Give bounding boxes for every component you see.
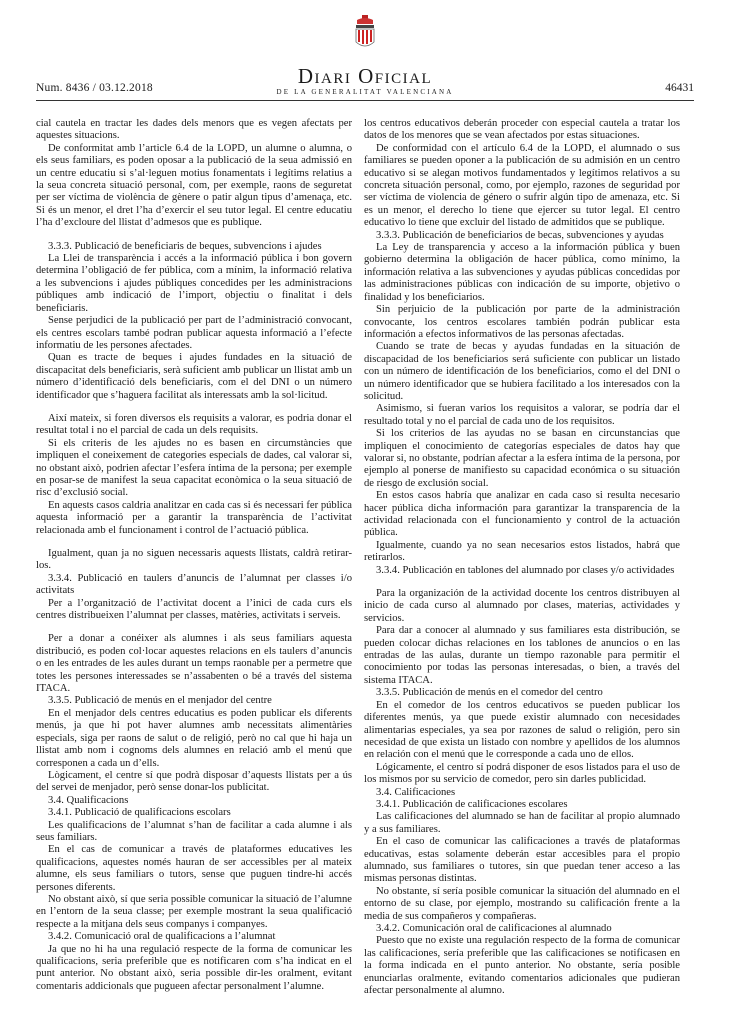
paragraph: De conformitat amb l’article 6.4 de la LOPD, un alumne o alumna, o els seus familiars, es poden oposar a la publicació de la seua admissió en un centre educatiu si s’al·leguen motius fonamentats i legítims relatius a la seua concreta situació personal, com, per exemple, raons de seguretat per ser víctima de violència de gènere o patir algun tipus d’amenaça, etc. Si és un menor, el dret l’ha d’exercir el seu tutor legal. El centre educatiu l’ha d’excloure del llistat d’admesos que es publique.: [36, 142, 352, 229]
publication-title: Diari Oficial: [297, 64, 433, 88]
page-number: 46431: [665, 82, 694, 94]
paragraph: De conformidad con el artículo 6.4 de la LOPD, el alumnado o sus familiares se pueden oponer a la publicación de su admisión en un centro educativo si se alegan motivos fundamentados y legítimos relativos a su concreta situación personal, como, por ejemplo, razones de seguridad por ser víctima de violencia de género o sufrir algún tipo de amenaza, etc. Si es un menor, el derecho lo tiene que ejercer su tutor legal. El centro educativo lo tiene que excluir del listado de admitidos que se publique.: [364, 142, 680, 229]
paragraph: Las calificaciones del alumnado se han de facilitar al propio alumnado y a sus familiares.: [364, 811, 680, 835]
paragraph: En estos casos habría que analizar en cada caso si resulta necesario hacer pública dicha información para garantizar la transparencia de la actividad relacionada con el funcionamiento y control de la actuación pública.: [364, 490, 680, 539]
paragraph: cial cautela en tractar les dades dels menors que es vegen afectats per aquestes situacions.: [36, 118, 352, 142]
paragraph: Quan es tracte de beques i ajudes fundades en la situació de discapacitat dels beneficiaris, serà suficient amb publicar un llistat amb un número d’identificació dels beneficiaris, com el del DNI o un número identificador que s’haguera facilitat als interessats amb la sol·licitud.: [36, 352, 352, 401]
paragraph: Puesto que no existe una regulación respecto de la forma de comunicar las calificaciones, sería preferible que las calificaciones se notificasen en la forma indicada en el punto anterior. No obstante, sería posible enunciarlas oralmente, evitando comentarios adicionales que pudieran afectar personalmente al alumno.: [364, 935, 680, 997]
paragraph: Les qualificacions de l’alumnat s’han de facilitar a cada alumne i als seus familiars.: [36, 819, 352, 843]
paragraph: En aquests casos caldria analitzar en cada cas si és necessari fer pública aquesta informació per a garantir la transparència de l’activitat relacionada amb el funcionament i control de l’actuació pública.: [36, 499, 352, 536]
paragraph: Per a l’organització de l’activitat docent a l’inici de cada curs els centres distribueixen l’alumnat per classes, matèries, activitats i serveis.: [36, 597, 352, 622]
paragraph: En el menjador dels centres educatius es poden publicar els diferents menús, ja que hi pot haver alumnes amb necessitats alimentàries especials, siga per raons de salut o de religió, però no cal que hi haja un llistat amb nom i cognoms dels alumnes en relació amb el menú que corresponen a cada un d’ells.: [36, 707, 352, 769]
paragraph: Si els criteris de les ajudes no es basen en circumstàncies que impliquen el coneixement de categories especials de dades, cal valorar si, no obstant això, podrien afectar l’esfera íntima de la persona; per exemple en posar-se de manifest la seua capacitat econòmica o la seua situació de risc d’exclusió social.: [36, 437, 352, 499]
paragraph: Sin perjuicio de la publicación por parte de la administración convocante, los centros escolares también podrán publicar esta información a efectos informativos de las personas afectadas.: [364, 304, 680, 340]
paragraph: Para dar a conocer al alumnado y sus familiares esta distribución, se pueden colocar dichas relaciones en los tablones de anuncios o en las entradas de las aulas, durante un tiempo razonable para permitir el conocimiento por todas las personas interesadas, o bien, a través del sistema ITACA.: [364, 625, 680, 686]
paragraph: No obstante, sí sería posible comunicar la situación del alumnado en el entorno de su clase, por ejemplo, mostrando su calificación frente a la media de sus compañeros y compañeras.: [364, 885, 680, 922]
paragraph: Si los criterios de las ayudas no se basan en circunstancias que impliquen el conocimiento de categorías especiales de datos hay que valorar si, no obstante, podrían afectar a la esfera íntima de la persona, por ejemplo al ponerse de manifiesto su capacidad económica o su situación de riesgo de exclusión social.: [364, 428, 680, 489]
paragraph: 3.4. Qualificacions: [48, 794, 129, 806]
paragraph: Cuando se trate de becas y ayudas fundadas en la situación de discapacidad de los beneficiarios será suficiente con publicar un listado con un número de identificación de los beneficiarios, como el del DNI o un número identificador que se hubiera facilitado a los interesados con la solicitud.: [364, 341, 680, 402]
paragraph: Lògicament, el centre sí que podrà disposar d’aquests llistats per a ús del servei de menjador, però sense donar-los publicitat.: [36, 769, 352, 794]
paragraph: Igualmente, cuando ya no sean necesarios estos listados, habrá que retirarlos.: [364, 539, 680, 564]
paragraph: 3.3.4. Publicació en taulers d’anuncis de l’alumnat per classes i/o activitats: [36, 572, 352, 597]
paragraph: 3.3.3. Publicació de beneficiaris de beques, subvencions i ajudes: [48, 240, 322, 252]
paragraph: Així mateix, si foren diversos els requisits a valorar, es podria donar el resultat total i no el parcial de cada un dels requisits.: [36, 412, 352, 437]
paragraph: 3.4.2. Comunicación oral de calificaciones al alumnado: [376, 923, 612, 934]
paragraph: 3.4.2. Comunicació oral de qualificacions a l’alumnat: [48, 931, 276, 943]
paragraph: En el cas de comunicar a través de plataformes educatives les qualificacions, aquestes només hauran de ser accessibles per al mateix alumne, els seus familiars o tutors, sense que puguen tindre-hi accés persones diferents.: [36, 844, 352, 893]
paragraph: Per a donar a conéixer als alumnes i als seus familiars aquesta distribució, es poden col·locar aquestes relacions en els taulers d’anuncis o en les entrades de les aules durant un temps raonable per a permetre que totes les persones interessades se n’assabenten o bé a través del sistema ITACA.: [36, 633, 352, 695]
paragraph: 3.3.4. Publicación en tablones del alumnado por clases y/o actividades: [376, 564, 675, 576]
paragraph: Ja que no hi ha una regulació respecte de la forma de comunicar les qualificacions, seria preferible que es notificaren com s’ha indicat en el punt anterior. No obstant això, seria possible dir-les oralment, evitant comentaris addicionals que pugueen afectar personalment l’alumne.: [36, 943, 352, 992]
paragraph: Igualment, quan ja no siguen necessaris aquests llistats, caldrà retirar-los.: [36, 548, 352, 572]
paragraph: 3.4.1. Publicación de calificaciones escolares: [376, 798, 568, 810]
paragraph: Lógicamente, el centro sí podrá disponer de esos listados para el uso de los mismos por su servicio de comedor, pero sin darles publicidad.: [364, 761, 680, 786]
paragraph: 3.3.5. Publicación de menús en el comedor del centro: [376, 687, 603, 699]
paragraph: La Ley de transparencia y acceso a la información pública y buen gobierno determina la obligación de hacer pública, como mínimo, la información relativa a las subvenciones y ayudas públicas concedidas por las administraciones públicas con indicación de su importe, objetivo o finalidad y los beneficiarios.: [364, 242, 680, 303]
paragraph: 3.4. Calificaciones: [376, 786, 456, 798]
publication-subtitle: DE LA GENERALITAT VALENCIANA: [276, 88, 454, 96]
generalitat-emblem-icon: [351, 14, 379, 54]
paragraph: La Llei de transparència i accés a la informació pública i bon govern determina l’obligació de fer pública, com a mínim, la informació relativa a les subvencions i ajudes públiques concedides per les administracions públiques amb indicació de l’import, objectiu o finalitat i dels beneficiaris.: [36, 253, 352, 314]
bulletin-number: Num. 8436 / 03.12.2018: [36, 82, 153, 94]
paragraph: Asimismo, si fueran varios los requisitos a valorar, se podría dar el resultado total y no el parcial de cada uno de los requisitos.: [364, 403, 680, 427]
paragraph: 3.3.5. Publicació de menús en el menjador del centre: [48, 695, 272, 707]
paragraph: En el caso de comunicar las calificaciones a través de plataformas educativas, estas solamente deberán estar accesibles para el propio alumnado, sus familiares o tutores, sin que puedan tener acceso a las mismas personas distintas.: [364, 836, 680, 885]
paragraph: En el comedor de los centros educativos se pueden publicar los diferentes menús, ya que puede existir alumnado con necesidades alimentarias especiales, ya sea por razones de salud o religión, pero sin necesidad de que exista un listado con nombre y apellidos de los alumnos en relación con el menú que le corresponde a cada uno de ellos.: [364, 699, 680, 761]
paragraph: Para la organización de la actividad docente los centros distribuyen al inicio de cada curso al alumnado por clases, materias, actividades y servicios.: [364, 588, 680, 624]
header-divider: [36, 100, 694, 101]
paragraph: Sense perjudici de la publicació per part de l’administració convocant, els centres escolars també podran publicar aquesta informació a l’efecte informatiu de les persones afectades.: [36, 315, 352, 351]
paragraph: No obstant això, sí que seria possible comunicar la situació de l’alumne en l’entorn de la seua classe; per exemple mostrant la seua qualificació respecte a la mitjana dels seus companys i companyes.: [36, 893, 352, 930]
paragraph: 3.3.3. Publicación de beneficiarios de becas, subvenciones y ayudas: [376, 229, 664, 241]
paragraph: 3.4.1. Publicació de qualificacions escolars: [48, 807, 231, 819]
paragraph: los centros educativos deberán proceder con especial cautela a tratar los datos de los menores que se vean afectados por estas situaciones.: [364, 118, 680, 142]
spanish-text-column: [364, 118, 680, 997]
valencian-text-column: [36, 118, 352, 993]
